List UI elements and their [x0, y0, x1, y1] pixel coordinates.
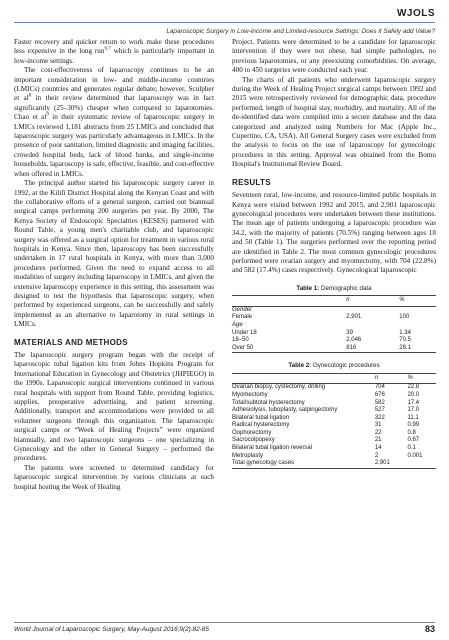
running-title: Laparoscopic Surgery in Low-income and Limited-resource Settings: Does it Safely add Value? [166, 28, 435, 35]
table-row [232, 453, 436, 461]
right-column [232, 38, 436, 469]
table-cell: 18–50 [232, 337, 249, 344]
table-cell: 676 [374, 391, 385, 398]
paragraph: The patients were screened to determined candidacy for laparoscopic surgical intervention by various clinicians at each hospital hosting the Week of Healing [14, 463, 214, 491]
table-cell: Adhesiolysis, tuboplasty, salpingectomy [232, 407, 338, 414]
footer-rule [14, 622, 435, 623]
table-cell: 100 [399, 314, 410, 321]
table-cell: 70.5 [399, 337, 411, 344]
table-cell: Total/subtotal hysterectomy [232, 399, 305, 406]
paragraph: The laparoscopic surgery program began with the receipt of laparoscopic tubal ligation kits from Johns Hopkins Program for International Education in Gynecology and Obstetrics (JHPIEGO) in the 1990s. Laparoscopic surgical interventions continued in various rural hospitals with support from Round Table, providing logistics, supplies, preoperative advertising, and patient screening. Additionally, transport and accommodations were provided to all volunteer surgeons through this organization. The laparoscopic surgical camps or “Week of Healing Projects” were organized biannually, and two laparoscopic surgeons – one specializing in Gynecology and the other in General Surgery – performed the procedures. [14, 351, 214, 463]
table-cell: 0.67 [407, 437, 420, 444]
table-row [232, 437, 436, 445]
table-header: n [375, 373, 408, 384]
left-column [14, 38, 214, 492]
page-number: 83 [424, 624, 435, 634]
table-cell: 2 [374, 452, 379, 459]
header-rule [14, 22, 435, 23]
table-cell: Total gynecology cases [232, 460, 375, 468]
table-cell: 704 [374, 384, 385, 391]
table-header: n [346, 296, 399, 307]
table-cell: 17.4 [407, 399, 420, 406]
paragraph: Faster recovery and quicker return to work make these procedures less expensive in the long run$^{6,7}$ which is particularly important in low-income settings. [14, 38, 214, 65]
table-row [232, 306, 436, 314]
table-cell: Radical hysterectomy [232, 422, 290, 429]
table1 [232, 295, 436, 353]
table-cell: Bilateral tubal ligation [232, 414, 290, 421]
table-cell [346, 322, 399, 330]
table-cell: Myomectomy [232, 391, 268, 398]
table-cell: 0.1 [407, 445, 416, 452]
table-cell: 22.8 [407, 384, 420, 391]
table-header-row [232, 373, 436, 384]
table-row [232, 445, 436, 453]
table1-title: Table 1: Demographic data [296, 284, 372, 292]
table-row [232, 314, 436, 322]
table-cell [346, 306, 399, 314]
table-row [232, 460, 436, 468]
table-cell: 0.99 [407, 422, 420, 429]
table-cell: 39 [346, 329, 353, 336]
table-cell: 17.0 [407, 407, 420, 414]
table-row [232, 392, 436, 400]
journal-logo: WJOLS [396, 8, 435, 19]
table-row [232, 384, 436, 392]
table-cell: Bilateral tubal ligation reversal [232, 445, 313, 452]
paragraph: The charts of all patients who underwent laparoscopic surgery during the Week of Healing Project surgical camps between 1992 and 2015 were retrospectively reviewed for demographic data, procedure performed, length of hospital stay, morbidity, and mortality. All of the de-identified data were compiled into a secure database and the data categorized and analyzed using Numbers for Mac (Apple Inc., Cupertino, CA, USA). All General Surgery cases were excluded from the analysis to focus on the use of laparoscopy for gynecologic procedures in this setting. Approval was obtained from the Bomu Hospital's Institutional Review Board. [232, 75, 436, 169]
table-row [232, 415, 436, 423]
table-header: % [399, 296, 436, 307]
table-row [232, 407, 436, 415]
table-cell: Metroplasty [232, 452, 264, 459]
table-cell: 1.34 [399, 329, 411, 336]
table-cell: 816 [346, 345, 399, 353]
table-row [232, 430, 436, 438]
table-cell: 582 [374, 399, 385, 406]
footer-citation: World Journal of Laparoscopic Surgery, May-August 2016;9(2):82-85 [14, 626, 209, 633]
table-row [232, 330, 436, 338]
table-cell: 31 [374, 422, 382, 429]
paragraph: The cost-effectiveness of laparoscopy continues to be an important consideration in low- and middle-income countries (LMICs) countries and generates regular debate; however, Sculpher et $al^8$ in their review determined that laparoscopy was in fact significantly (25–30%) cheaper when compared to laparotomies. Chao et $al^9$ in their systematic review of laparoscopic surgery in LMICs reviewed 1,181 abstracts from 25 LMICs and concluded that laparoscopic surgery was particularly advantageous in LMICs. In the presence of poor sanitation, limited diagnostic and imaging facilities, crowded hospital beds, lack of blood banks, and single-income households, laparoscopy is safe, effective, feasible, and cost-effective when offered in LMICs. [14, 66, 214, 178]
table-row [232, 345, 436, 353]
table-cell: Age [232, 321, 243, 328]
table-cell: 322 [374, 414, 385, 421]
table-cell: Over 50 [232, 345, 346, 353]
table-cell: 2,901 [346, 314, 362, 321]
section-heading-results: RESULTS [232, 177, 271, 187]
table-cell [399, 306, 436, 314]
table-cell: 527 [374, 407, 385, 414]
table-cell: Sacrocolpopexy [232, 437, 275, 444]
table-cell [407, 460, 436, 468]
table-cell: Gender [232, 306, 253, 313]
table2-title: Table 2: Gynecologic procedures [288, 362, 380, 370]
table-cell: 21 [374, 437, 382, 444]
table-row [232, 322, 436, 330]
table-cell: 22 [374, 429, 382, 436]
table-cell: 0.001 [407, 452, 423, 459]
table-cell: 2,901 [375, 460, 408, 468]
table2 [232, 373, 436, 469]
table-cell: 28.1 [399, 345, 436, 353]
table-header [232, 296, 346, 307]
table-header [232, 373, 375, 384]
table-cell: 0.8 [407, 429, 416, 436]
table-cell: Oophorectomy [232, 429, 272, 436]
table-cell: Ovarian biopsy, cystectomy, drilling [232, 384, 326, 391]
table-cell: Female [232, 314, 253, 321]
table-row [232, 422, 436, 430]
table-row [232, 400, 436, 408]
table-cell: 11.1 [407, 414, 419, 421]
table-row [232, 337, 436, 345]
table-cell [399, 322, 436, 330]
table-header: % [407, 373, 436, 384]
table-cell: Under 18 [232, 329, 257, 336]
paragraph: The principal author started his laparoscopic surgery career in 1992, at the Kilifi District Hospital along the Kenyan Coast and with the collaborative efforts of a general surgeon, carried out biannual surgical camps performing 200 surgeries per year. By 2000, The Kenya Society of Endoscopic Specialties (KESES) partnered with Round Table, a young men's charitable club, and laparoscopic surgery was offered as a surgical option for treatment in various rural hospitals in Kenya. Since then, laparoscopy has been successfully undertaken in 17 rural hospitals in Kenya, with more than 3,000 procedures performed. Given the need to expand access to all modalities of surgery including laparoscopy in LMICs, and given the extensive laparoscopy experience in this setting, this assessment was designed to test the hypothesis that laparoscopic surgery, when performed by experienced surgeons, can be successfully and safely implemented as an alternative to laparotomy in rural settings in LMICs. [14, 179, 214, 329]
table-header-row [232, 296, 436, 307]
paragraph: Seventeen rural, low-income, and resource-limited public hospitals in Kenya were visited between 1992 and 2015, and 2,901 laparoscopic gynecological procedures were undertaken between these institutions. The mean age of patients undergoing a laparoscopic procedure was 34.2, with the majority of patients (70.5%) ranging between ages 18 and 50 (Table 1). The surgeries performed over the reporting period are identified in Table 2. The most common gynecologic procedures performed were ovarian surgery and myomectomy, with 704 (22.8%) and 582 (17.4%) cases respectively. Gynecological laparoscopic [232, 191, 436, 275]
table-cell: 2,046 [346, 337, 362, 344]
paragraph: Project. Patients were determined to be a candidate for laparoscopic intervention if they were not obese, had simple pathologies, no previous laparotomies, or any preexisting comorbidities. On average, 400 to 450 surgeries were conducted each year. [232, 38, 436, 75]
table-cell: 20.0 [407, 391, 420, 398]
table-cell: 14 [374, 445, 382, 452]
section-heading-methods: MATERIALS AND METHODS [14, 337, 128, 347]
